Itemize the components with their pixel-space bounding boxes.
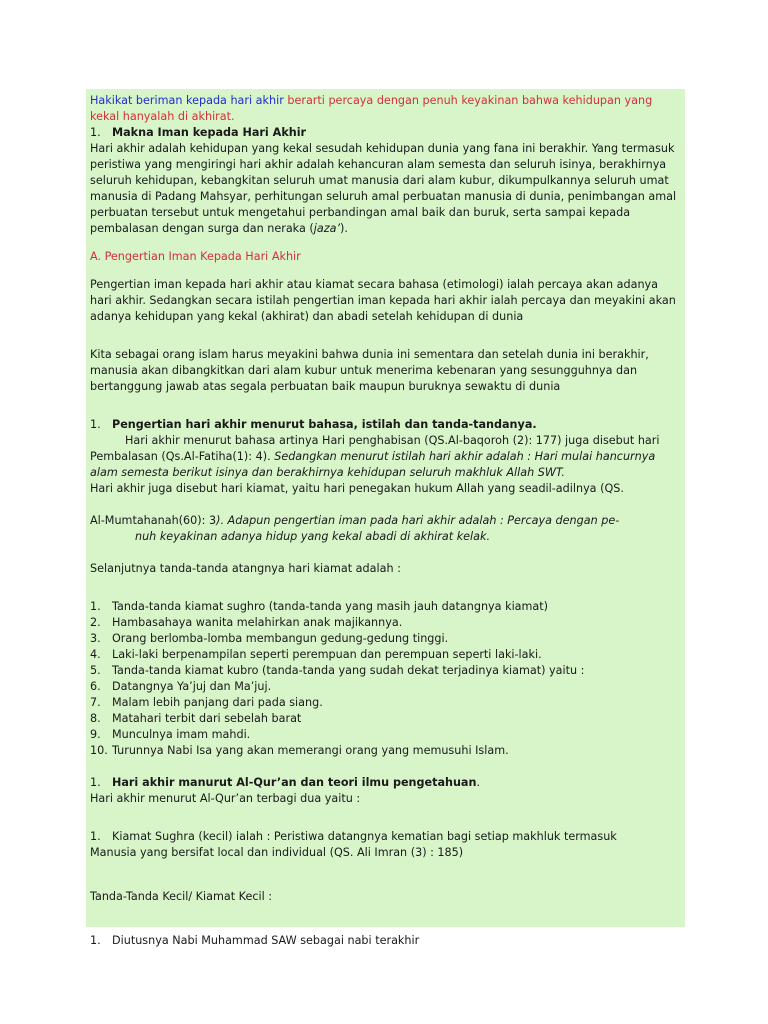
sughra-line-1 [90, 829, 681, 845]
section1-text: Hari akhir adalah kehidupan yang kekal sesudah kehidupan dunia yang fana ini berakhir. Yang termasuk peristiwa yang mengiringi hari akhir adalah kehancuran alam semesta dan seluruh isinya, berakhirnya seluruh kehidupan, kebangkitan seluruh umat manusia dari alam kubur, dikumpulkannya seluruh umat manusia di Padang Mahsyar, perhitungan seluruh amal perbuatan manusia di dunia, penimbangan amal perbuatan tersebut untuk mengetahui perbandingan amal baik dan buruk, serta sampai kepada pembalasan dengan surga dan neraka ( [90, 142, 677, 235]
sectionA-heading: A. Pengertian Iman Kepada Hari Akhir [90, 250, 301, 263]
tanda-kecil-heading: Tanda-Tanda Kecil/ Kiamat Kecil : [90, 890, 273, 903]
list-item: 6. Datangnya Ya’juj dan Ma’juj. [90, 680, 272, 693]
bahasa-number: 1. [90, 418, 101, 431]
tanda-kecil-number: 1. [90, 934, 101, 947]
bahasa-italic-2b: nuh keyakinan adanya hidup yang kekal abadi di akhirat kelak. [135, 530, 491, 543]
quran-title: Hari akhir manurut Al-Qur’an dan teori ilmu pengetahuan [112, 776, 477, 789]
bahasa-line-4-text: Al-Mumtahanah(60): 3 [90, 514, 217, 527]
section1-text-end: ). [340, 222, 348, 235]
bahasa-italic-2a: ). Adapun pengertian iman pada hari akhir adalah : Percaya dengan pe- [216, 514, 620, 527]
document-page [86, 89, 685, 947]
intro-rest: berarti percaya dengan penuh keyakinan bahwa kehidupan yang kekal hanyalah di akhirat. [90, 94, 653, 123]
sectionA-paragraph-2: Kita sebagai orang islam harus meyakini bahwa dunia ini sementara dan setelah dunia ini berakhir, manusia akan dibangkitkan dari alam kubur untuk menerima kebenaran yang sesungguhnya dan bertanggung jawab atas segala perbuatan baik maupun buruknya sewaktu di dunia [90, 348, 649, 393]
list-item: 7. Malam lebih panjang dari pada siang. [90, 696, 323, 709]
section1-heading [90, 125, 681, 141]
tanda-kecil-item [90, 933, 681, 949]
signs-list [90, 599, 681, 759]
list-item: 4. Laki-laki berpenampilan seperti perempuan dan perempuan seperti laki-laki. [90, 648, 542, 661]
sughra-line-2: Manusia yang bersifat local dan individual (QS. Ali Imran (3) : 185) [90, 846, 464, 859]
bahasa-line-1: Hari akhir menurut bahasa artinya Hari penghabisan (QS.Al-baqoroh (2): 177) juga disebut hari [125, 434, 660, 447]
sughra-number: 1. [90, 830, 101, 843]
bahasa-italic-1: Sedangkan menurut istilah hari akhir adalah : Hari mulai hancurnya alam semesta berikut isinya dan berakhirnya kehidupan seluruh makhluk Allah SWT. [90, 450, 656, 479]
section1-jaza: jaza’ [313, 222, 340, 235]
sectionA-paragraph-1: Pengertian iman kepada hari akhir atau kiamat secara bahasa (etimologi) ialah percaya akan adanya hari akhir. Sedangkan secara istilah pengertian iman kepada hari akhir ialah percaya dan meyakini akan adanya kehidupan yang kekal (akhirat) dan abadi setelah kehidupan di dunia [90, 278, 676, 323]
bahasa-line-3: Hari akhir juga disebut hari kiamat, yaitu hari penegakan hukum Allah yang seadil-adilnya (QS. [90, 482, 624, 495]
list-item: 9. Munculnya imam mahdi. [90, 728, 251, 741]
intro-paragraph [90, 93, 681, 125]
bahasa-line-4 [90, 513, 681, 529]
list-item: 8. Matahari terbit dari sebelah barat [90, 712, 302, 725]
signs-intro: Selanjutnya tanda-tanda atangnya hari kiamat adalah : [90, 562, 401, 575]
bahasa-line-2-text: Pembalasan (Qs.Al-Fatiha(1): 4). [90, 450, 275, 463]
sughra-text-1: Kiamat Sughra (kecil) ialah : Peristiwa datangnya kematian bagi setiap makhluk termasuk [112, 830, 617, 843]
section1-title: Makna Iman kepada Hari Akhir [112, 126, 307, 139]
list-item: 2. Hambasahaya wanita melahirkan anak majikannya. [90, 616, 403, 629]
list-item: 5. Tanda-tanda kiamat kubro (tanda-tanda yang sudah dekat terjadinya kiamat) yaitu : [90, 664, 585, 677]
section1-body [90, 141, 681, 237]
quran-sub: Hari akhir menurut Al-Qur’an terbagi dua yaitu : [90, 792, 361, 805]
quran-number: 1. [90, 776, 101, 789]
intro-lead: Hakikat beriman kepada hari akhir [90, 94, 284, 107]
list-item: 1. Tanda-tanda kiamat sughro (tanda-tanda yang masih jauh datangnya kiamat) [90, 600, 549, 613]
list-item: 10. Turunnya Nabi Isa yang akan memerangi orang yang memusuhi Islam. [90, 744, 509, 757]
bahasa-heading [90, 417, 681, 433]
quran-title-end: . [476, 776, 481, 789]
quran-heading [90, 775, 681, 791]
bahasa-line-2 [90, 449, 681, 481]
list-item: 3. Orang berlomba-lomba membangun gedung-gedung tinggi. [90, 632, 449, 645]
bahasa-title: Pengertian hari akhir menurut bahasa, istilah dan tanda-tandanya. [112, 418, 537, 431]
tanda-kecil-text: Diutusnya Nabi Muhammad SAW sebagai nabi terakhir [112, 934, 420, 947]
section1-number: 1. [90, 126, 101, 139]
